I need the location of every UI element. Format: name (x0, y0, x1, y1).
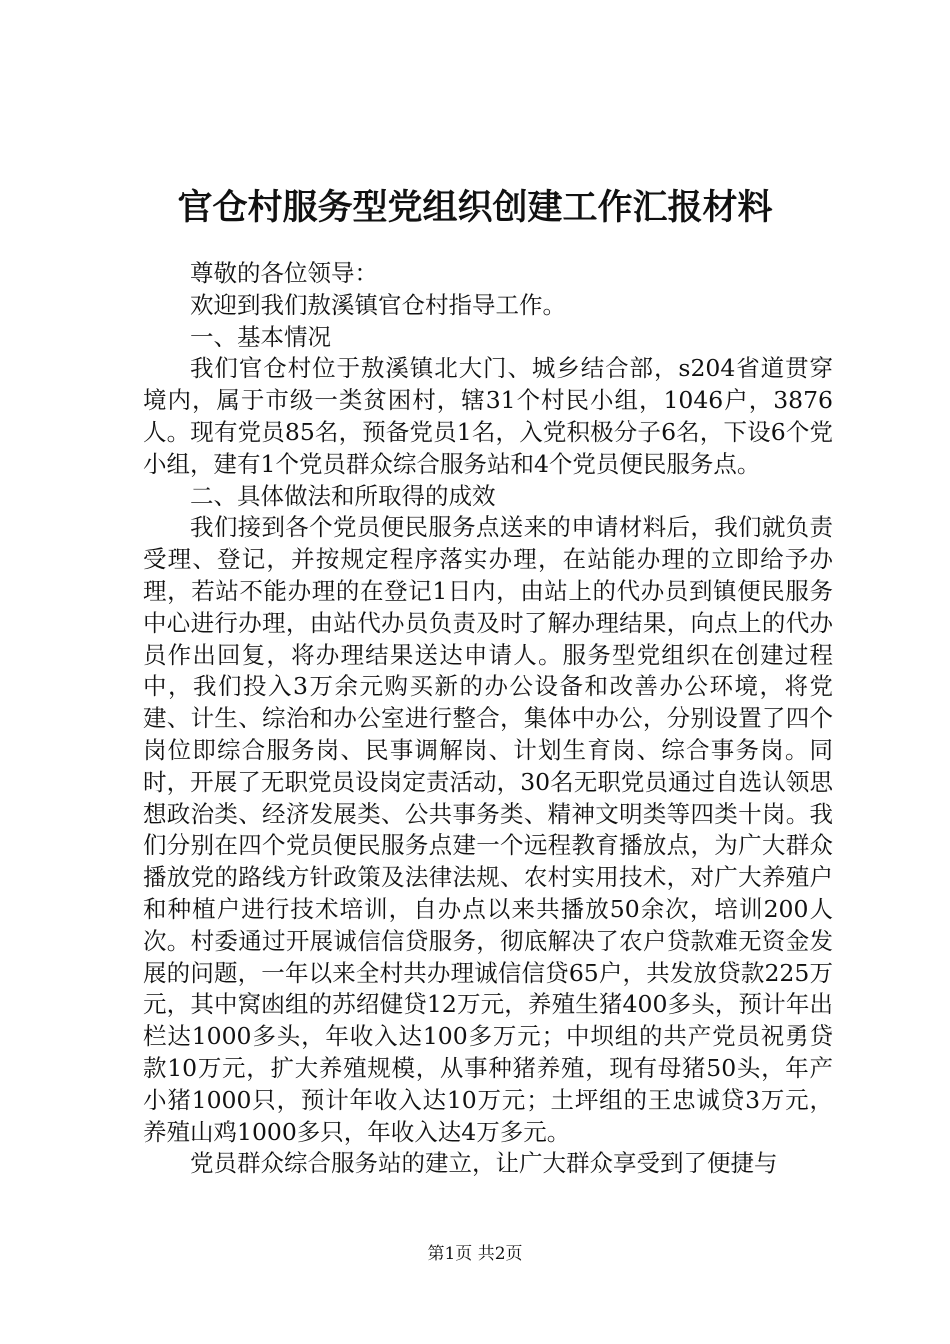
page-number: 第1页 共2页 (427, 1244, 523, 1264)
paragraph-practices: 我们接到各个党员便民服务点送来的申请材料后，我们就负责受理、登记，并按规定程序落实办理，在站能办理的立即给予办理，若站不能办理的在登记1日内，由站上的代办员到镇便民服务中心进行办理，由站代办员负责及时了解办理结果，向点上的代办员作出回复，将办理结果送达申请人。服务型党组织在创建过程中，我们投入3万余元购买新的办公设备和改善办公环境，将党建、计生、综治和办公室进行整合，集体中办公，分别设置了四个岗位即综合服务岗、民事调解岗、计划生育岗、综合事务岗。同时，开展了无职党员设岗定责活动，30名无职党员通过自选认领思想政治类、经济发展类、公共事务类、精神文明类等四类十岗。我们分别在四个党员便民服务点建一个远程教育播放点，为广大群众播放党的路线方针政策及法律法规、农村实用技术，对广大养殖户和种植户进行技术培训，自办点以来共播放50余次，培训200人次。村委通过开展诚信信贷服务，彻底解决了农户贷款难无资金发展的问题，一年以来全村共办理诚信信贷65户，共发放贷款225万元，其中窝凼组的苏绍健贷12万元，养殖生猪400多头，预计年出栏达1000多头，年收入达100多万元；中坝组的共产党员祝勇贷款10万元，扩大养殖规模，从事种猪养殖，现有母猪50头，年产小猪1000只，预计年收入达10万元；土坪组的王忠诚贷3万元，养殖山鸡1000多只，年收入达4万多元。 (143, 513, 833, 1146)
paragraph-greeting: 尊敬的各位领导： (190, 259, 378, 287)
section-heading-basic-info: 一、基本情况 (190, 322, 331, 351)
paragraph-service-station: 党员群众综合服务站的建立，让广大群众享受到了便捷与 (190, 1149, 778, 1178)
document-title: 官仓村服务型党组织创建工作汇报材料 (177, 187, 773, 228)
section-heading-practices: 二、具体做法和所取得的成效 (190, 481, 496, 510)
document-body (143, 258, 833, 1180)
paragraph-welcome: 欢迎到我们敖溪镇官仓村指导工作。 (190, 290, 566, 319)
paragraph-basic-info: 我们官仓村位于敖溪镇北大门、城乡结合部，s204省道贯穿境内，属于市级一类贫困村，辖31个村民小组，1046户，3876人。现有党员85名，预备党员1名，入党积极分子6名，下设6个党小组，建有1个党员群众综合服务站和4个党员便民服务点。 (143, 354, 833, 478)
